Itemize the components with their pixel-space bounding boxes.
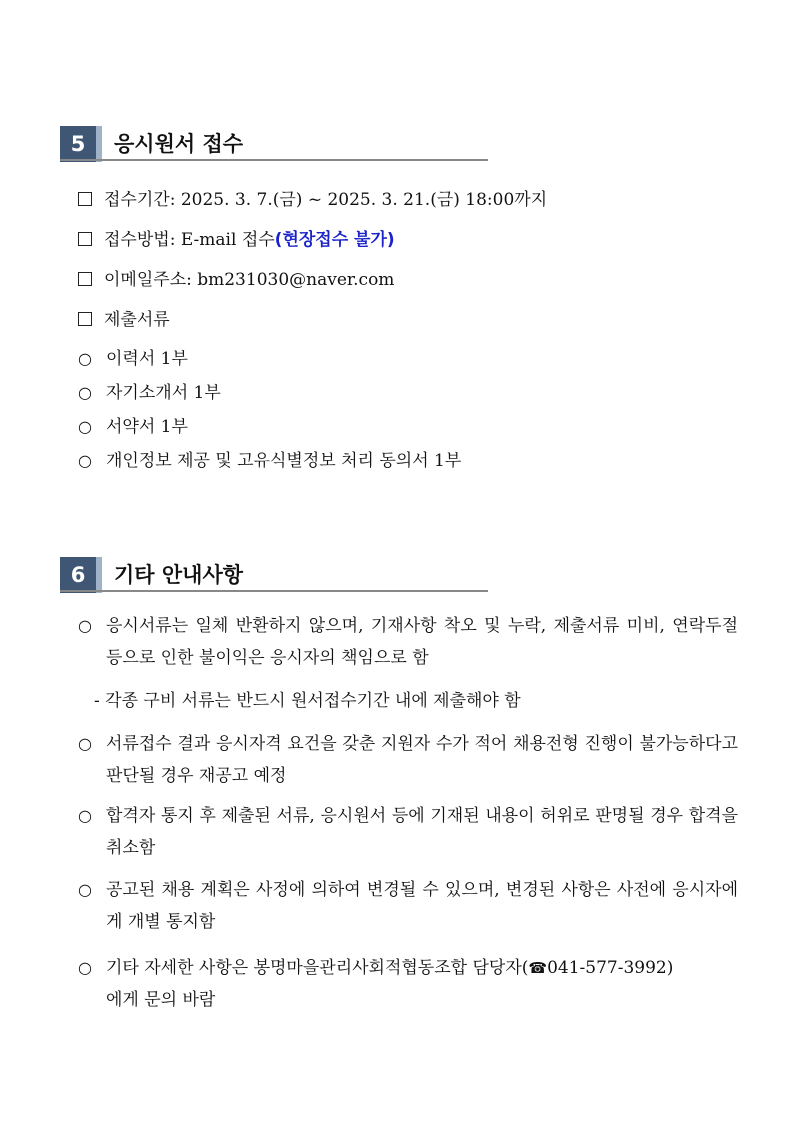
- section-number: 5: [60, 126, 96, 162]
- checkbox-item-period: [78, 188, 547, 212]
- notice-text: 서류접수 결과 응시자격 요건을 갖춘 지원자 수가 적어 채용전형 진행이 불가능하다고 판단될 경우 재공고 예정: [106, 734, 738, 786]
- document-item: [78, 449, 461, 473]
- item-text: 제출서류: [104, 310, 170, 330]
- notice-item-contact: [78, 952, 738, 1016]
- checkbox-item-email: [78, 268, 394, 292]
- document-text: 자기소개서 1부: [106, 383, 221, 403]
- document-text: 개인정보 제공 및 고유식별정보 처리 동의서 1부: [106, 451, 462, 471]
- notice-item: [78, 610, 738, 674]
- section-title: 응시원서 접수: [114, 132, 244, 156]
- circle-bullet-icon: ○: [78, 383, 92, 402]
- checkbox-icon: [78, 192, 92, 206]
- checkbox-item-method: [78, 228, 395, 252]
- notice-text: [78, 952, 738, 1016]
- notice-item: [78, 728, 738, 792]
- circle-bullet-icon: ○: [78, 880, 92, 899]
- contact-phone: 041-577-3992): [547, 958, 674, 978]
- document-item: [78, 381, 221, 405]
- section-number: 6: [60, 557, 96, 593]
- dash-note: - 각종 구비 서류는 반드시 원서접수기간 내에 제출해야 함: [94, 691, 521, 711]
- contact-prefix: 기타 자세한 사항은 봉명마을관리사회적협동조합 담당자(: [106, 958, 529, 978]
- contact-suffix: 에게 문의 바람: [106, 990, 216, 1010]
- section-6-header: [60, 557, 488, 593]
- section-5-header: [60, 126, 488, 162]
- circle-bullet-icon: ○: [78, 417, 92, 436]
- circle-bullet-icon: ○: [78, 616, 92, 635]
- checkbox-icon: [78, 272, 92, 286]
- notice-item: [78, 800, 738, 864]
- checkbox-icon: [78, 232, 92, 246]
- circle-bullet-icon: ○: [78, 958, 92, 977]
- phone-icon: ☎: [528, 959, 548, 977]
- circle-bullet-icon: ○: [78, 451, 92, 470]
- item-text: 접수기간: 2025. 3. 7.(금) ~ 2025. 3. 21.(금) 18:00까지: [104, 190, 548, 210]
- document-text: 이력서 1부: [106, 349, 188, 369]
- document-text: 서약서 1부: [106, 417, 188, 437]
- header-accent-bar: [96, 557, 102, 593]
- highlight-text: (현장접수 불가): [274, 230, 395, 250]
- item-text: 접수방법: E-mail 접수: [104, 230, 275, 250]
- checkbox-icon: [78, 312, 92, 326]
- header-accent-bar: [96, 126, 102, 162]
- document-item: [78, 415, 188, 439]
- header-underline: [60, 159, 488, 161]
- item-text: 이메일주소: bm231030@naver.com: [104, 270, 395, 290]
- circle-bullet-icon: ○: [78, 349, 92, 368]
- notice-text: 합격자 통지 후 제출된 서류, 응시원서 등에 기재된 내용이 허위로 판명될 경우 합격을 취소함: [106, 806, 738, 858]
- header-underline: [60, 590, 488, 592]
- checkbox-item-documents: [78, 308, 170, 332]
- notice-text: 응시서류는 일체 반환하지 않으며, 기재사항 착오 및 누락, 제출서류 미비, 연락두절 등으로 인한 불이익은 응시자의 책임으로 함: [106, 616, 738, 668]
- circle-bullet-icon: ○: [78, 806, 92, 825]
- document-item: [78, 347, 188, 371]
- notice-item: [78, 874, 738, 938]
- notice-text: 공고된 채용 계획은 사정에 의하여 변경될 수 있으며, 변경된 사항은 사전에 응시자에게 개별 통지함: [106, 880, 738, 932]
- circle-bullet-icon: ○: [78, 734, 92, 753]
- section-title: 기타 안내사항: [114, 563, 244, 587]
